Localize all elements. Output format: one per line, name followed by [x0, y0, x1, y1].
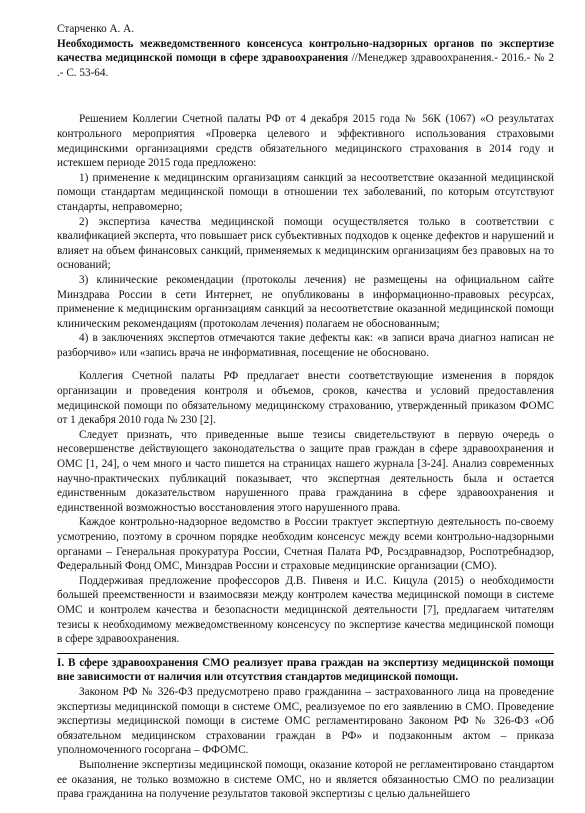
list-item-4: 4) в заключениях экспертов отмечаются такие дефекты как: «в записи врача диагноз написан не разборчиво» или «запись врача не информативная, посещение не обосновано.: [57, 332, 554, 359]
citation-block: [57, 37, 554, 81]
journal-citation: //Менеджер здравоохранения.- 2016.- № 2 .- С. 53-64.: [57, 52, 554, 79]
section-heading: I. В сфере здравоохранения СМО реализует права граждан на экспертизу медицинской помощи вне зависимости от наличия или отсутствия стандартов медицинской помощи.: [57, 656, 554, 684]
section-paragraph-1: Законом РФ № 326-ФЗ предусмотрено право гражданина – застрахованного лица на проведение экспертизы медицинской помощи в системе ОМС, реализуемое по его заявлению в СМО. Проведение экспертизы медицинской помощи в системе ОМС регламентировано Законом РФ № 326-ФЗ «Об обязательном медицинском страховании граждан в РФ» и подзаконным актом – приказа уполномоченного госоргана – ФФОМС.: [57, 685, 554, 757]
author-line: Старченко А. А.: [57, 23, 135, 35]
section-paragraph-2: Выполнение экспертизы медицинской помощи, оказание которой не регламентировано стандартом ее оказания, не только возможно в системе ОМС, но и является обязанностью СМО по реализации права гражданина на получение результатов таковой экспертизы с целью дальнейшего: [57, 758, 554, 801]
paragraph-collegium: Коллегия Счетной палаты РФ предлагает внести соответствующие изменения в порядок организации и проведения контроля и объемов, сроков, качества и условий предоставления медицинской помощи по обязательному медицинскому страхованию, утвержденный приказом ФОМС от 1 декабря 2010 года № 230 [2].: [57, 370, 554, 427]
list-item-2: 2) экспертиза качества медицинской помощи осуществляется только в соответствии с квалификацией эксперта, что повышает риск субъективных подходов к оценке дефектов и нарушений и влияет на объем финансовых санкций, применяемых к медицинским организациям без правовых на то оснований;: [57, 215, 554, 272]
paragraph-thesis: Следует признать, что приведенные выше тезисы свидетельствуют в первую очередь о несовершенстве действующего законодательства о защите прав граждан в сфере здравоохранения и ОМС [1, 24], о чем много и часто пишется на страницах нашего журнала [3-24]. Анализ современных научно-практических публикаций показывает, что экспертная деятельность была и остается единственным доказательством нарушенного права гражданина в сфере здравоохранения и единственной возможностью восстановления этого нарушенного права.: [57, 428, 554, 514]
section-divider: [57, 653, 554, 654]
paragraph-intro: Решением Коллегии Счетной палаты РФ от 4 декабря 2015 года № 56К (1067) «О результатах контрольного мероприятия «Проверка целевого и эффективного использования страховыми медицинскими организациями средств обязательного медицинского страхования в 2014 году и истекшем периоде 2015 года предложено:: [57, 113, 554, 170]
paragraph-proposal: Поддерживая предложение профессоров Д.В. Пивеня и И.С. Кицула (2015) о необходимости большей преемственности и взаимосвязи между контролем качества медицинской помощи в системе ОМС и контролем качества и безопасности медицинской деятельности [7], предлагаем читателям тезисы к необходимому межведомственному консенсусу по экспертизе качества медицинской помощи в сфере здравоохранения.: [57, 574, 554, 646]
document-page: [57, 22, 554, 802]
list-item-3: 3) клинические рекомендации (протоколы лечения) не размещены на официальном сайте Минздрава России в сети Интернет, не опубликованы в информационно-правовых ресурсах, применение к медицинским организациям санкций за несоответствие оказанной медицинской помощи клиническим рекомендациям (протоколам лечения) полагаем не обоснованным;: [57, 273, 554, 330]
paragraph-agencies: Каждое контрольно-надзорное ведомство в России трактует экспертную деятельность по-своему усмотрению, поэтому в срочном порядке необходим консенсус между всеми контрольно-надзорными органами – Генеральная прокуратура России, Счетная Палата РФ, Росздравнадзор, Роспотребнадзор, Федеральный Фонд ОМС, Минздрав России и страховые медицинские организации (СМО).: [57, 516, 554, 573]
list-item-1: 1) применение к медицинским организациям санкций за несоответствие оказанной медицинской помощи стандартам медицинской помощи в отношении тех заболеваний, по которым отсутствуют стандарты, неправомерно;: [57, 171, 554, 213]
article-title: Необходимость межведомственного консенсуса контрольно-надзорных органов по экспертизе качества медицинской помощи в сфере здравоохранения: [57, 37, 554, 65]
